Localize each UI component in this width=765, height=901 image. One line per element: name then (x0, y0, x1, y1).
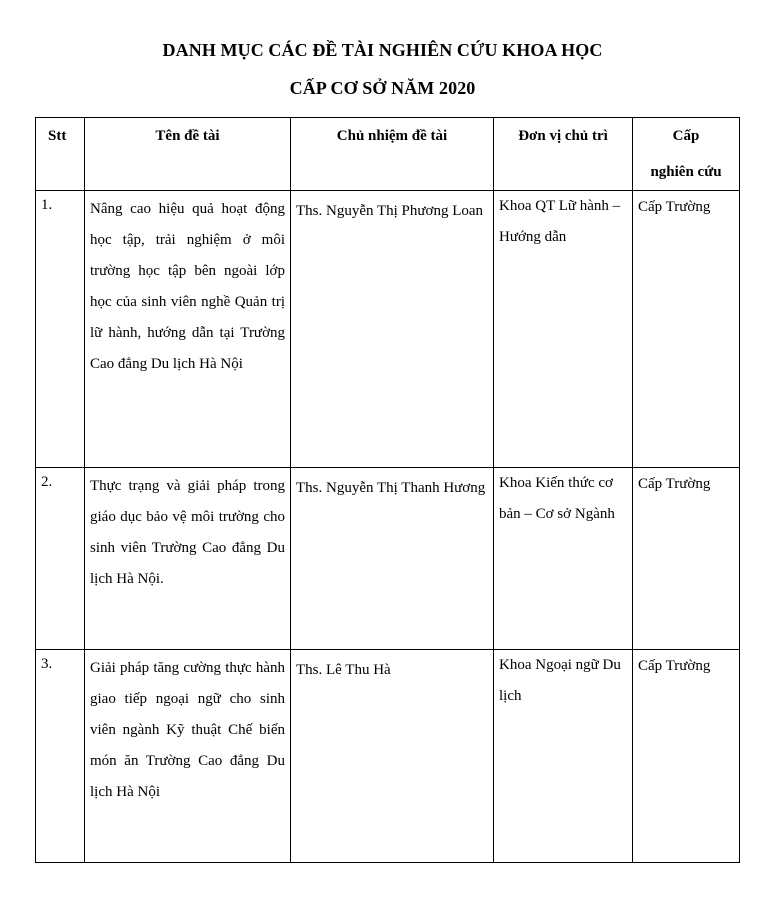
cell-unit: Khoa Kiến thức cơ bản – Cơ sở Ngành (494, 468, 633, 650)
header-topic: Tên đề tài (85, 118, 291, 191)
table-row (36, 650, 740, 863)
cell-lead: Ths. Nguyễn Thị Thanh Hương (291, 468, 494, 650)
cell-unit: Khoa QT Lữ hành – Hướng dẫn (494, 191, 633, 468)
cell-lead: Ths. Nguyễn Thị Phương Loan (291, 191, 494, 468)
cell-topic: Giải pháp tăng cường thực hành giao tiếp ngoại ngữ cho sinh viên ngành Kỹ thuật Chế biến món ăn Trường Cao đẳng Du lịch Hà Nội (85, 650, 291, 863)
cell-topic: Nâng cao hiệu quả hoạt động học tập, trải nghiệm ở môi trường học tập bên ngoài lớp học của sinh viên nghề Quản trị lữ hành, hướng dẫn tại Trường Cao đẳng Du lịch Hà Nội (85, 191, 291, 468)
cell-level: Cấp Trường (633, 191, 740, 468)
document-title-line-1: DANH MỤC CÁC ĐỀ TÀI NGHIÊN CỨU KHOA HỌC (162, 40, 603, 60)
table-row (36, 468, 740, 650)
header-level-line-2: nghiên cứu (650, 164, 722, 180)
cell-level: Cấp Trường (633, 468, 740, 650)
research-topics-table (35, 117, 740, 863)
document-title-line-2: CẤP CƠ SỞ NĂM 2020 (289, 78, 476, 98)
header-unit: Đơn vị chủ trì (494, 118, 633, 191)
table-header-row (36, 118, 740, 191)
cell-unit: Khoa Ngoại ngữ Du lịch (494, 650, 633, 863)
header-stt: Stt (36, 118, 85, 191)
header-level (633, 118, 740, 191)
cell-topic: Thực trạng và giải pháp trong giáo dục bảo vệ môi trường cho sinh viên Trường Cao đẳng Du lịch Hà Nội. (85, 468, 291, 650)
cell-level: Cấp Trường (633, 650, 740, 863)
table-row (36, 191, 740, 468)
header-level-line-1: Cấp (672, 128, 700, 144)
header-lead: Chủ nhiệm đề tài (291, 118, 494, 191)
cell-stt: 3. (36, 650, 85, 863)
cell-stt: 1. (36, 191, 85, 468)
cell-stt: 2. (36, 468, 85, 650)
cell-lead: Ths. Lê Thu Hà (291, 650, 494, 863)
